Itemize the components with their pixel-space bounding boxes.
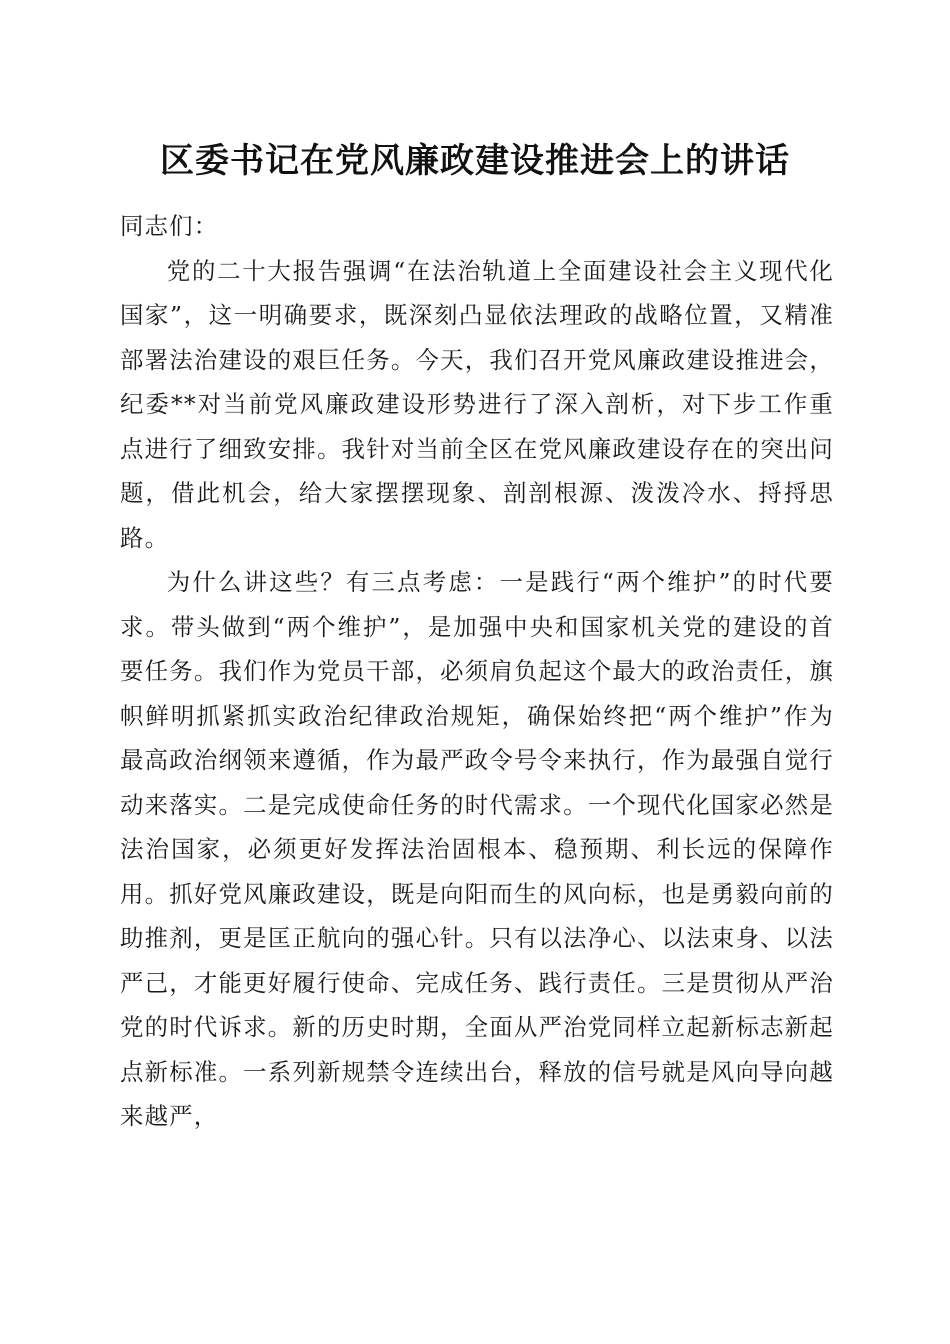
paragraph-2: 为什么讲这些？有三点考虑：一是践行“两个维护”的时代要求。带头做到“两个维护”，是加强中央和国家机关党的建设的首要任务。我们作为党员干部，必须肩负起这个最大的政治责任，旗帜鲜明抓紧抓实政治纪律政治规矩，确保始终把“两个维护”作为最高政治纲领来遵循，作为最严政令号令来执行，作为最强自觉行动来落实。二是完成使命任务的时代需求。一个现代化国家必然是法治国家，必须更好发挥法治固根本、稳预期、利长远的保障作用。抓好党风廉政建设，既是向阳而生的风向标，也是勇毅向前的助推剂，更是匡正航向的强心针。只有以法净心、以法束身、以法严己，才能更好履行使命、完成任务、践行责任。三是贯彻从严治党的时代诉求。新的历史时期，全面从严治党同样立起新标志新起点新标准。一系列新规禁令连续出台，释放的信号就是风向导向越来越严， (120, 568, 834, 1130)
document-body (120, 204, 834, 1139)
salutation: 同志们： (120, 212, 219, 240)
document-title: 区委书记在党风廉政建设推进会上的讲话 (160, 141, 790, 181)
paragraph-1: 党的二十大报告强调“在法治轨道上全面建设社会主义现代化国家”，这一明确要求，既深刻凸显依法理政的战略位置，又精准部署法治建设的艰巨任务。今天，我们召开党风廉政建设推进会，纪委**对当前党风廉政建设形势进行了深入剖析，对下步工作重点进行了细致安排。我针对当前全区在党风廉政建设存在的突出问题，借此机会，给大家摆摆现象、剖剖根源、泼泼冷水、捋捋思路。 (120, 256, 834, 552)
